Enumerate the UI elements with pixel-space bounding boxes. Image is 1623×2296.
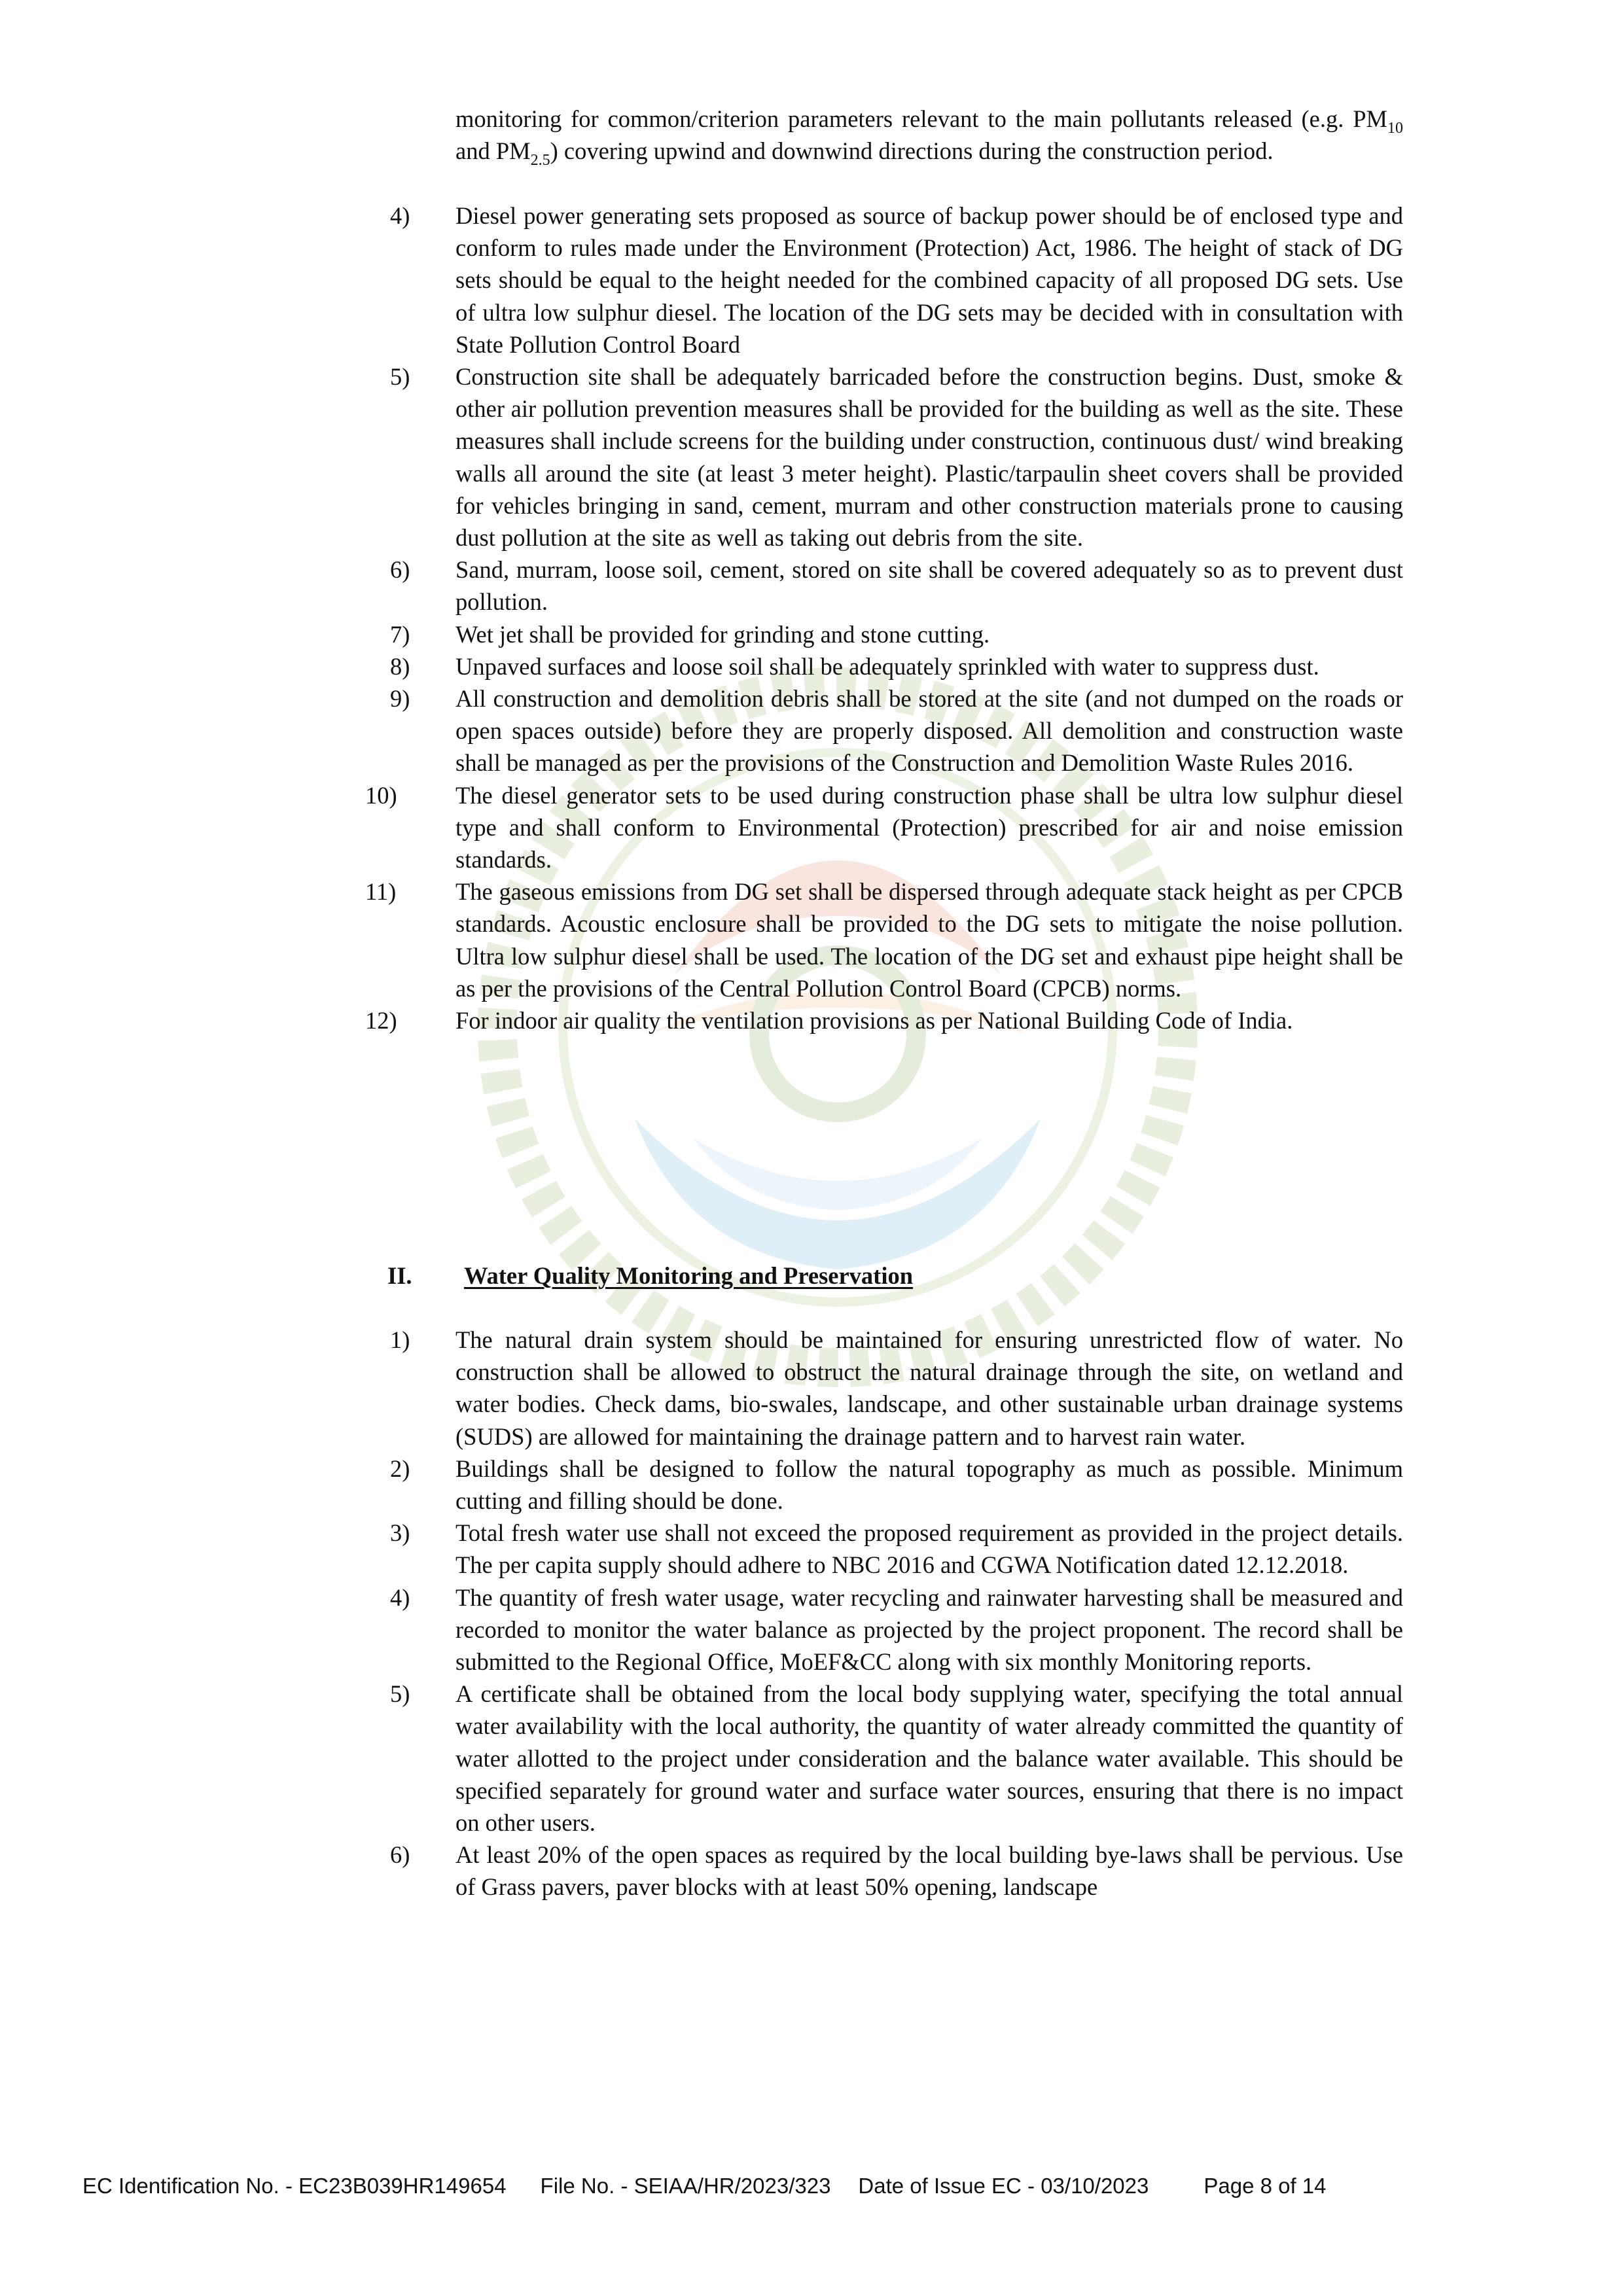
section-title: Water Quality Monitoring and Preservation — [464, 1262, 914, 1289]
page-footer — [82, 2174, 1561, 2199]
list-item — [390, 682, 1403, 779]
file-number: File No. - SEIAA/HR/2023/323 — [540, 2174, 831, 2198]
item-text: A certificate shall be obtained from the local body supplying water, specifying the total annual water availability with the local authority, the quantity of water already committed the quantity of water allotted to the project under consideration and the balance water available. This should be specified separately for ground water and surface water sources, ensuring that there is no impact on other users. — [455, 1680, 1403, 1837]
item-number: 1) — [390, 1326, 410, 1353]
item-text: At least 20% of the open spaces as required by the local building bye-laws shall be pervious. Use of Grass pavers, paver blocks with at least 50% opening, landscape — [455, 1841, 1403, 1901]
list-item — [390, 200, 1403, 361]
item-number: 12) — [365, 1007, 397, 1034]
water-quality-list — [390, 1324, 1403, 1903]
item-text: The gaseous emissions from DG set shall be dispersed through adequate stack height as per CPCB standards. Acoustic enclosure shall be provided to the DG sets to mitigate the noise pollution. Ultra low sulphur diesel shall be used. The location of the DG set and exhaust pipe height shall be as per the provisions of the Central Pollution Control Board (CPCB) norms. — [455, 878, 1403, 1002]
item-text: The natural drain system should be maintained for ensuring unrestricted flow of water. No construction shall be allowed to obstruct the natural drainage through the site, on wetland and water bodies. Check dams, bio-swales, landscape, and other sustainable urban drainage systems (SUDS) are allowed for maintaining the drainage pattern and to harvest rain water. — [455, 1326, 1403, 1450]
item-text: The quantity of fresh water usage, water recycling and rainwater harvesting shall be measured and recorded to monitor the water balance as projected by the project proponent. The record shall be submitted to the Regional Office, MoEF&CC along with six monthly Monitoring reports. — [455, 1583, 1403, 1676]
pm25-subscript: 2.5 — [530, 152, 550, 169]
continued-paragraph — [455, 103, 1403, 167]
item-text: Wet jet shall be provided for grinding and stone cutting. — [455, 620, 990, 648]
item-number: 5) — [390, 363, 410, 391]
list-item — [390, 554, 1403, 618]
item-text: Sand, murram, loose soil, cement, stored on site shall be covered adequately so as to prevent dust pollution. — [455, 556, 1403, 616]
section-numeral: II. — [387, 1262, 412, 1289]
item-text: Total fresh water use shall not exceed the proposed requirement as provided in the project details. The per capita supply should adhere to NBC 2016 and CGWA Notification dated 12.12.2018. — [455, 1519, 1403, 1579]
list-item — [390, 361, 1403, 554]
item-number: 5) — [390, 1680, 410, 1708]
item-text: Unpaved surfaces and loose soil shall be adequately sprinkled with water to suppress dust. — [455, 652, 1319, 680]
date-of-issue: Date of Issue EC - 03/10/2023 — [858, 2174, 1149, 2198]
item-number: 9) — [390, 685, 410, 713]
list-item — [390, 650, 1403, 682]
section-heading — [387, 1260, 913, 1292]
list-item — [390, 1839, 1403, 1903]
list-item — [365, 779, 1403, 876]
item-text: All construction and demolition debris shall be stored at the site (and not dumped on the roads or open spaces outside) before they are properly disposed. All demolition and construction waste shall be managed as per the provisions of the Construction and Demolition Waste Rules 2016. — [455, 685, 1403, 777]
item-text: Buildings shall be designed to follow the natural topography as much as possible. Minimum cutting and filling should be done. — [455, 1455, 1403, 1515]
list-item — [390, 1581, 1403, 1678]
item-number: 3) — [390, 1519, 410, 1547]
item-number: 11) — [365, 878, 397, 906]
item-text: For indoor air quality the ventilation provisions as per National Building Code of India. — [455, 1007, 1293, 1034]
item-number: 6) — [390, 1841, 410, 1869]
list-item — [365, 875, 1403, 1004]
air-quality-list — [365, 200, 1403, 1036]
list-item — [390, 1324, 1403, 1453]
item-text: Construction site shall be adequately barricaded before the construction begins. Dust, smoke & other air pollution prevention measures shall be provided for the building as well as the site. These measures shall include screens for the building under construction, continuous dust/ wind breaking walls all around the site (at least 3 meter height). Plastic/tarpaulin sheet covers shall be provided for vehicles bringing in sand, cement, murram and other construction materials prone to causing dust pollution at the site as well as taking out debris from the site. — [455, 363, 1403, 552]
list-item — [390, 1678, 1403, 1839]
item-number: 6) — [390, 556, 410, 584]
lead-text-2: and PM — [455, 137, 531, 165]
item-text: Diesel power generating sets proposed as source of backup power should be of enclosed type and conform to rules made under the Environment (Protection) Act, 1986. The height of stack of DG sets should be equal to the height needed for the combined capacity of all proposed DG sets. Use of ultra low sulphur diesel. The location of the DG sets may be decided with in consultation with State Pollution Control Board — [455, 202, 1403, 358]
item-number: 4) — [390, 1583, 410, 1611]
list-item — [390, 618, 1403, 650]
ec-identification-number: EC Identification No. - EC23B039HR149654 — [82, 2174, 507, 2198]
lead-text-1: monitoring for common/criterion parameters relevant to the main pollutants released (e.g. PM — [455, 105, 1387, 132]
page-number: Page 8 of 14 — [1204, 2174, 1327, 2198]
list-item — [390, 1453, 1403, 1517]
item-number: 10) — [365, 781, 397, 809]
list-item — [365, 1004, 1403, 1036]
item-text: The diesel generator sets to be used during construction phase shall be ultra low sulphur diesel type and shall conform to Environmental (Protection) prescribed for air and noise emission standards. — [455, 781, 1403, 874]
lead-text-3: ) covering upwind and downwind directions during the construction period. — [550, 137, 1274, 165]
item-number: 4) — [390, 202, 410, 229]
list-item — [390, 1517, 1403, 1581]
item-number: 2) — [390, 1455, 410, 1482]
pm10-subscript: 10 — [1387, 120, 1403, 137]
item-number: 8) — [390, 652, 410, 680]
item-number: 7) — [390, 620, 410, 648]
